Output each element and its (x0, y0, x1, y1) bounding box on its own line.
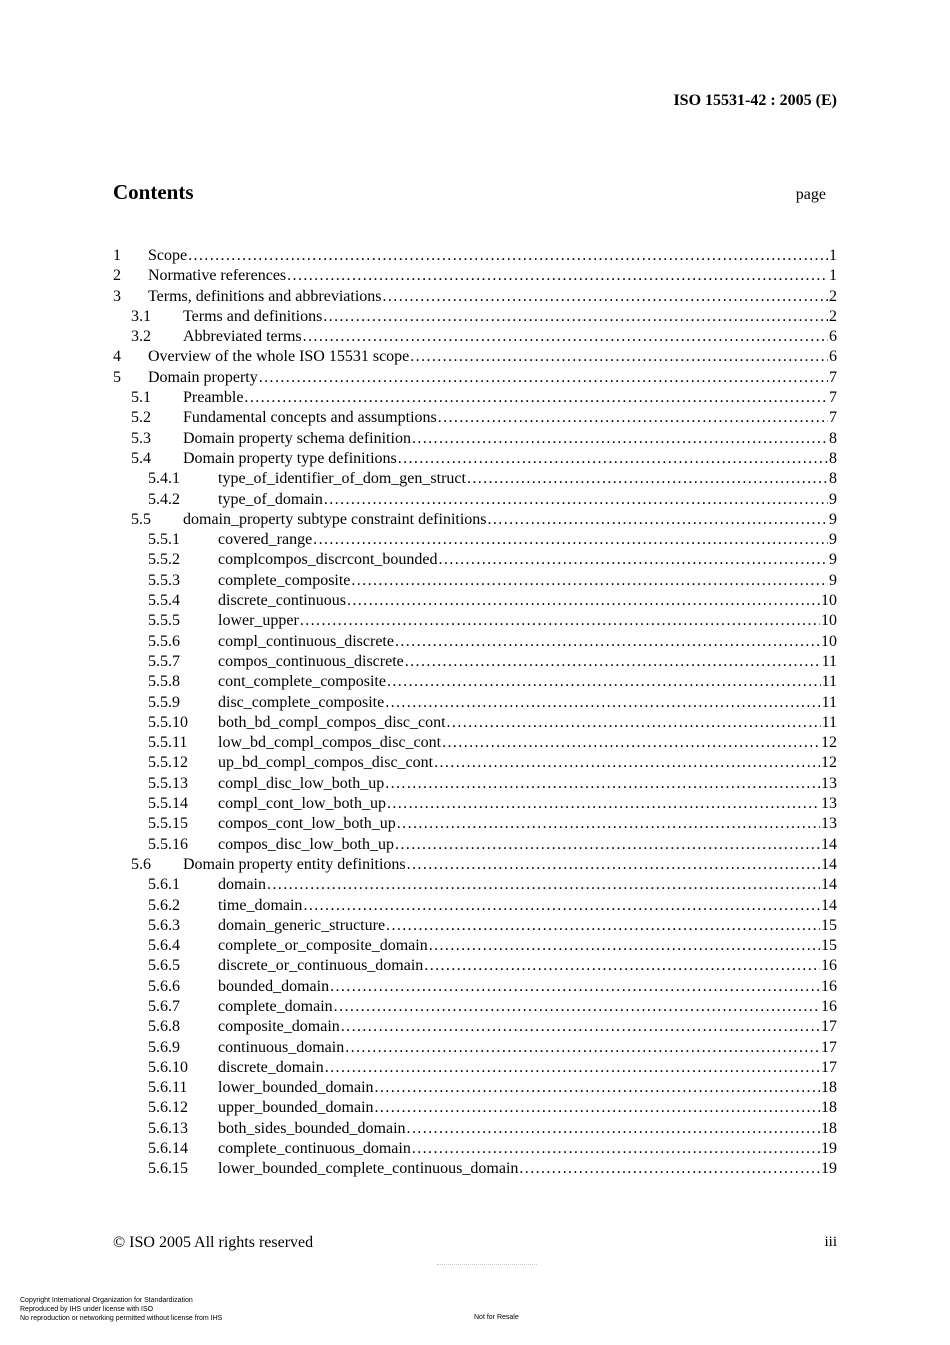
toc-leader-dots (287, 266, 828, 286)
toc-entry-page: 13 (821, 795, 837, 813)
toc-entry-page: 6 (829, 328, 837, 346)
toc-leader-dots (351, 571, 828, 591)
toc-entry[interactable] (113, 347, 837, 367)
toc-leader-dots (385, 693, 820, 713)
toc-entry-page: 11 (821, 713, 837, 731)
toc-leader-dots (386, 916, 820, 936)
toc-entry-number: 5.5.9 (148, 693, 180, 711)
toc-entry-page: 19 (821, 1160, 837, 1178)
toc-entry[interactable] (113, 936, 837, 956)
toc-entry-page: 9 (829, 531, 837, 549)
toc-entry[interactable] (113, 408, 837, 428)
toc-entry-page: 14 (821, 855, 837, 873)
toc-entry[interactable] (113, 469, 837, 489)
toc-entry[interactable] (113, 611, 837, 631)
toc-entry-page: 8 (829, 470, 837, 488)
toc-entry[interactable] (113, 632, 837, 652)
toc-leader-dots (434, 753, 820, 773)
toc-entry-number: 1 (113, 247, 121, 264)
toc-leader-dots (267, 875, 820, 895)
toc-entry-number: 5.3 (131, 429, 151, 447)
toc-entry-title: lower_bounded_domain (218, 1079, 374, 1097)
toc-entry-page: 13 (821, 815, 837, 833)
toc-entry[interactable] (113, 429, 837, 449)
toc-entry-page: 9 (829, 571, 837, 589)
toc-entry-title: type_of_identifier_of_dom_gen_struct (218, 470, 466, 488)
toc-leader-dots (341, 1017, 820, 1037)
toc-leader-dots (519, 1159, 820, 1179)
toc-entry-number: 5.6.15 (148, 1160, 188, 1178)
toc-entry-title: type_of_domain (218, 490, 323, 508)
toc-entry-title: both_bd_compl_compos_disc_cont (218, 713, 446, 731)
toc-leader-dots (334, 997, 820, 1017)
toc-leader-dots (385, 774, 820, 794)
toc-leader-dots (395, 632, 820, 652)
toc-entry-number: 5.6.7 (148, 997, 180, 1015)
toc-entry-number: 5.5.14 (148, 795, 188, 813)
contents-heading: Contents (113, 180, 194, 204)
toc-entry[interactable] (113, 388, 837, 408)
toc-entry-title: disc_complete_composite (218, 693, 385, 711)
document-id: ISO 15531-42 : 2005 (E) (673, 92, 837, 109)
toc-entry-number: 5.6.14 (148, 1140, 188, 1158)
toc-entry-number: 5.5.1 (148, 531, 180, 549)
toc-entry-number: 3 (113, 287, 121, 305)
toc-entry-title: domain_generic_structure (218, 916, 386, 934)
toc-leader-dots (303, 896, 820, 916)
toc-entry[interactable] (113, 510, 837, 530)
toc-entry[interactable] (113, 550, 837, 570)
toc-entry[interactable] (113, 490, 837, 510)
toc-entry-page: 7 (829, 409, 837, 427)
toc-entry-number: 5.4.2 (148, 490, 180, 508)
toc-entry-page: 15 (821, 937, 837, 955)
toc-entry-number: 5.6.5 (148, 957, 180, 975)
toc-entry-title: composite_domain (218, 1018, 340, 1036)
toc-entry[interactable] (113, 875, 837, 895)
toc-entry-number: 5.6.6 (148, 977, 180, 995)
toc-entry-number: 5.6.3 (148, 916, 180, 934)
toc-entry-page: 14 (821, 876, 837, 894)
toc-leader-dots (244, 388, 828, 408)
toc-entry[interactable] (113, 287, 837, 307)
toc-entry-title: bounded_domain (218, 977, 330, 995)
toc-entry-page: 16 (821, 957, 837, 975)
toc-entry[interactable] (113, 1078, 837, 1098)
toc-entry-number: 5.5.15 (148, 815, 188, 833)
toc-leader-dots (438, 408, 828, 428)
toc-entry-title: Domain property schema definition (183, 429, 411, 447)
toc-entry-title: complete_or_composite_domain (218, 937, 428, 955)
toc-entry-page: 1 (829, 267, 837, 285)
toc-entry-title: discrete_domain (218, 1058, 324, 1076)
toc-entry-title: both_sides_bounded_domain (218, 1119, 406, 1137)
toc-entry-number: 5.2 (131, 409, 151, 427)
toc-entry-page: 15 (821, 916, 837, 934)
toc-entry-number: 5.6.10 (148, 1058, 188, 1076)
toc-entry-page: 18 (821, 1119, 837, 1137)
faint-divider (437, 1264, 537, 1265)
toc-entry-number: 5.6 (131, 855, 151, 873)
toc-leader-dots (345, 1038, 820, 1058)
toc-entry-title: compos_continuous_discrete (218, 652, 404, 670)
toc-entry[interactable] (113, 571, 837, 591)
toc-entry-number: 3.2 (131, 328, 151, 346)
toc-entry-page: 13 (821, 774, 837, 792)
toc-entry-page: 1 (829, 247, 837, 264)
toc-entry[interactable] (113, 956, 837, 976)
toc-entry-page: 16 (821, 977, 837, 995)
toc-entry-title: complete_domain (218, 997, 333, 1015)
toc-entry-page: 7 (829, 368, 837, 386)
toc-entry[interactable] (113, 1159, 837, 1179)
toc-entry-title: up_bd_compl_compos_disc_cont (218, 754, 434, 772)
toc-entry[interactable] (113, 794, 837, 814)
toc-leader-dots (325, 1058, 820, 1078)
toc-entry-page: 12 (821, 734, 837, 752)
toc-entry-title: lower_upper (218, 612, 299, 630)
toc-entry-page: 11 (821, 652, 837, 670)
toc-entry[interactable] (113, 591, 837, 611)
toc-leader-dots (467, 469, 828, 489)
toc-leader-dots (387, 672, 821, 692)
toc-entry[interactable] (113, 266, 837, 286)
toc-entry[interactable] (113, 693, 837, 713)
toc-leader-dots (397, 814, 820, 834)
toc-leader-dots (407, 1119, 820, 1139)
toc-entry-number: 5.5.12 (148, 754, 188, 772)
toc-entry-page: 11 (821, 693, 837, 711)
toc-entry-page: 6 (829, 348, 837, 366)
toc-entry-page: 8 (829, 449, 837, 467)
toc-leader-dots (303, 327, 828, 347)
toc-entry[interactable] (113, 368, 837, 388)
toc-entry-number: 5.5 (131, 510, 151, 528)
toc-entry-page: 16 (821, 997, 837, 1015)
toc-entry-title: Normative references (148, 267, 287, 285)
toc-entry-page: 9 (829, 551, 837, 569)
toc-entry-page: 10 (821, 612, 837, 630)
toc-entry-title: covered_range (218, 531, 313, 549)
toc-entry[interactable] (113, 307, 837, 327)
toc-entry-number: 5.5.3 (148, 571, 180, 589)
toc-leader-dots (447, 713, 821, 733)
toc-entry-page: 14 (821, 835, 837, 853)
toc-entry-number: 5.6.12 (148, 1099, 188, 1117)
toc-leader-dots (488, 510, 829, 530)
legal-line-no-reproduction: No reproduction or networking permitted without license from IHS (20, 1315, 223, 1322)
toc-entry-page: 9 (829, 510, 837, 528)
toc-entry-page: 7 (829, 389, 837, 407)
toc-leader-dots (387, 794, 820, 814)
toc-entry-number: 5.6.9 (148, 1038, 180, 1056)
toc-entry-title: Fundamental concepts and assumptions (183, 409, 437, 427)
toc-leader-dots (410, 347, 828, 367)
toc-entry-title: discrete_continuous (218, 592, 346, 610)
toc-entry-number: 5.6.4 (148, 937, 180, 955)
toc-entry-title: Domain property (148, 368, 258, 386)
toc-entry-number: 5.6.13 (148, 1119, 188, 1137)
not-for-resale: Not for Resale (474, 1314, 519, 1321)
toc-entry-title: Scope (148, 247, 188, 264)
toc-entry-number: 5.5.6 (148, 632, 180, 650)
toc-entry-title: time_domain (218, 896, 303, 914)
footer-page-number: iii (824, 1234, 837, 1250)
toc-entry-title: Domain property entity definitions (183, 855, 406, 873)
toc-entry-title: compl_disc_low_both_up (218, 774, 385, 792)
toc-entry-title: compl_cont_low_both_up (218, 795, 386, 813)
toc-entry-number: 5.5.11 (148, 734, 188, 752)
toc-entry[interactable] (113, 530, 837, 550)
toc-leader-dots (407, 855, 820, 875)
toc-entry-title: Terms, definitions and abbreviations (148, 287, 382, 305)
toc-leader-dots (395, 835, 820, 855)
toc-entry-number: 5.5.10 (148, 713, 188, 731)
toc-entry-page: 10 (821, 592, 837, 610)
toc-entry-page: 8 (829, 429, 837, 447)
toc-entry-page: 18 (821, 1099, 837, 1117)
toc-leader-dots (188, 246, 828, 266)
toc-entry-page: 2 (829, 307, 837, 325)
toc-entry-title: Overview of the whole ISO 15531 scope (148, 348, 410, 366)
toc-entry-number: 5.6.1 (148, 876, 180, 894)
toc-entry-number: 5.5.16 (148, 835, 188, 853)
toc-entry-page: 14 (821, 896, 837, 914)
toc-leader-dots (313, 530, 828, 550)
toc-entry[interactable] (113, 1119, 837, 1139)
toc-leader-dots (398, 449, 828, 469)
toc-leader-dots (383, 287, 829, 307)
toc-leader-dots (442, 733, 820, 753)
toc-entry-title: upper_bounded_domain (218, 1099, 374, 1117)
toc-leader-dots (324, 490, 828, 510)
toc-entry[interactable] (113, 916, 837, 936)
toc-entry-title: low_bd_compl_compos_disc_cont (218, 734, 442, 752)
toc-entry-number: 5.5.2 (148, 551, 180, 569)
toc-entry-title: cont_complete_composite (218, 673, 386, 691)
toc-leader-dots (405, 652, 821, 672)
toc-entry-page: 19 (821, 1140, 837, 1158)
toc-leader-dots (375, 1078, 820, 1098)
toc-entry-title: lower_bounded_complete_continuous_domain (218, 1160, 519, 1178)
toc-leader-dots (429, 936, 820, 956)
toc-entry-number: 5.4.1 (148, 470, 180, 488)
toc-entry-page: 18 (821, 1079, 837, 1097)
toc-entry-number: 2 (113, 267, 121, 285)
toc-entry-title: complete_continuous_domain (218, 1140, 411, 1158)
toc-entry-number: 5.5.8 (148, 673, 180, 691)
toc-entry-number: 5.4 (131, 449, 151, 467)
toc-entry-number: 5.6.8 (148, 1018, 180, 1036)
toc-entry-number: 5.5.7 (148, 652, 180, 670)
toc-entry-title: Terms and definitions (183, 307, 323, 325)
page-column-label: page (795, 186, 826, 203)
toc-entry[interactable] (113, 896, 837, 916)
toc-entry-number: 5 (113, 368, 121, 386)
toc-entry-title: compl_continuous_discrete (218, 632, 394, 650)
toc-leader-dots (439, 550, 828, 570)
legal-notice (20, 1296, 222, 1323)
toc-entry-title: continuous_domain (218, 1038, 345, 1056)
toc-leader-dots (375, 1098, 820, 1118)
legal-line-copyright: Copyright International Organization for Standardization (20, 1297, 193, 1304)
footer-copyright: © ISO 2005 All rights reserved (113, 1234, 314, 1251)
toc-entry-number: 4 (113, 348, 121, 366)
toc-entry-title: domain_property subtype constraint definitions (183, 510, 487, 528)
toc-entry[interactable] (113, 672, 837, 692)
toc-entry-page: 17 (821, 1018, 837, 1036)
toc-entry[interactable] (113, 652, 837, 672)
toc-entry-title: Abbreviated terms (183, 328, 302, 346)
toc-entry-number: 5.6.11 (148, 1079, 188, 1097)
toc-entry-number: 5.5.13 (148, 774, 188, 792)
toc-entry-title: Domain property type definitions (183, 449, 397, 467)
toc-entry-title: complcompos_discrcont_bounded (218, 551, 438, 569)
toc-entry-number: 5.5.5 (148, 612, 180, 630)
toc-entry[interactable] (113, 1038, 837, 1058)
toc-leader-dots (424, 956, 820, 976)
toc-entry[interactable] (113, 977, 837, 997)
toc-entry[interactable] (113, 449, 837, 469)
toc-leader-dots (412, 1139, 820, 1159)
toc-entry[interactable] (113, 814, 837, 834)
toc-entry[interactable] (113, 1098, 837, 1118)
toc-entry[interactable] (113, 774, 837, 794)
toc-entry-page: 17 (821, 1058, 837, 1076)
toc-leader-dots (259, 368, 828, 388)
toc-entry[interactable] (113, 733, 837, 753)
toc-entry[interactable] (113, 753, 837, 773)
toc-entry-title: discrete_or_continuous_domain (218, 957, 424, 975)
toc-entry-number: 3.1 (131, 307, 151, 325)
toc-entry-number: 5.6.2 (148, 896, 180, 914)
toc-entry[interactable] (113, 835, 837, 855)
toc-entry-number: 5.1 (131, 389, 151, 407)
toc-entry-page: 10 (821, 632, 837, 650)
toc-entry[interactable] (113, 713, 837, 733)
toc-entry-number: 5.5.4 (148, 592, 180, 610)
toc-leader-dots (347, 591, 820, 611)
toc-entry-page: 9 (829, 490, 837, 508)
toc-entry-page: 11 (821, 673, 837, 691)
toc-entry[interactable] (113, 327, 837, 347)
toc-entry-page: 2 (829, 287, 837, 305)
toc-entry-page: 17 (821, 1038, 837, 1056)
table-of-contents (113, 246, 837, 1180)
toc-entry[interactable] (113, 1017, 837, 1037)
toc-entry-title: compos_disc_low_both_up (218, 835, 394, 853)
toc-entry[interactable] (113, 246, 837, 266)
toc-entry-title: compos_cont_low_both_up (218, 815, 396, 833)
toc-entry-page: 12 (821, 754, 837, 772)
toc-entry-title: complete_composite (218, 571, 351, 589)
toc-entry[interactable] (113, 855, 837, 875)
toc-entry[interactable] (113, 997, 837, 1017)
toc-entry-title: domain (218, 876, 266, 894)
toc-entry-title: Preamble (183, 389, 244, 407)
toc-entry[interactable] (113, 1139, 837, 1159)
toc-leader-dots (330, 977, 820, 997)
toc-leader-dots (323, 307, 828, 327)
legal-line-reproduced: Reproduced by IHS under license with ISO (20, 1306, 154, 1313)
toc-entry[interactable] (113, 1058, 837, 1078)
toc-leader-dots (412, 429, 828, 449)
toc-leader-dots (300, 611, 820, 631)
